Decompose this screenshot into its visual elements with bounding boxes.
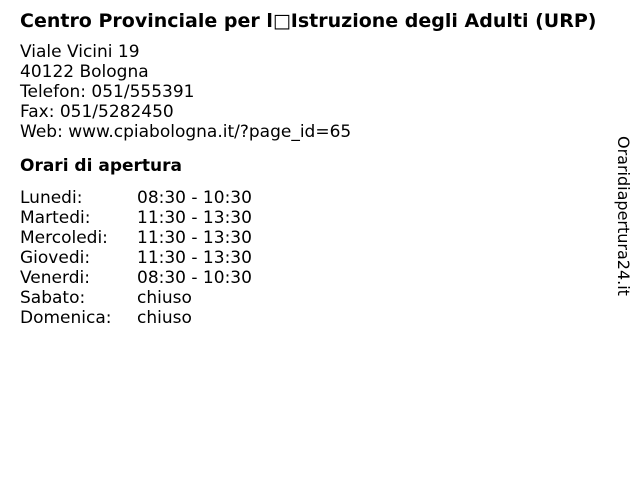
hours-day: Martedi: (20, 208, 91, 228)
hours-row-lunedi (20, 188, 620, 208)
opening-hours-table (20, 188, 620, 328)
hours-time: 11:30 - 13:30 (137, 248, 252, 268)
hours-row-martedi (20, 208, 620, 228)
hours-row-giovedi (20, 248, 620, 268)
hours-day: Giovedi: (20, 248, 91, 268)
hours-time: 08:30 - 10:30 (137, 268, 252, 288)
hours-day: Domenica: (20, 308, 112, 328)
opening-hours-heading: Orari di apertura (20, 156, 182, 176)
hours-time: 08:30 - 10:30 (137, 188, 252, 208)
hours-row-venerdi (20, 268, 620, 288)
city-address: 40122 Bologna (20, 62, 149, 82)
address-block (20, 42, 620, 142)
hours-time: 11:30 - 13:30 (137, 208, 252, 228)
business-title: Centro Provinciale per l□Istruzione degli Adulti (URP) (20, 10, 597, 32)
hours-row-mercoledi (20, 228, 620, 248)
hours-day: Venerdi: (20, 268, 90, 288)
hours-day: Sabato: (20, 288, 86, 308)
hours-day: Lunedi: (20, 188, 83, 208)
business-card (20, 10, 620, 328)
brand-watermark: Oraridiapertura24.it (614, 136, 633, 296)
hours-time: chiuso (137, 288, 192, 308)
fax-number: Fax: 051/5282450 (20, 102, 174, 122)
street-address: Viale Vicini 19 (20, 42, 140, 62)
hours-row-domenica (20, 308, 620, 328)
phone-number: Telefon: 051/555391 (20, 82, 195, 102)
hours-time: chiuso (137, 308, 192, 328)
website-text: Web: www.cpiabologna.it/?page_id=65 (20, 122, 352, 142)
hours-row-sabato (20, 288, 620, 308)
hours-day: Mercoledi: (20, 228, 108, 248)
hours-time: 11:30 - 13:30 (137, 228, 252, 248)
